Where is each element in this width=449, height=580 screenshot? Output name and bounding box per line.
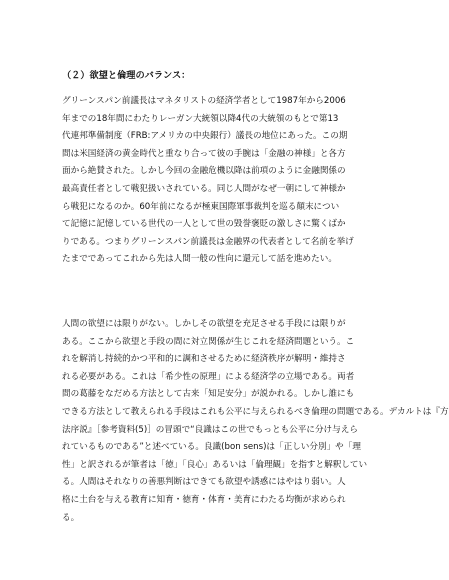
paragraph-line: て記憶に記憶している世代の一人として世の毀誉褒貶の激しさに驚くばか bbox=[62, 219, 346, 230]
paragraph-greenspan bbox=[62, 93, 362, 269]
paragraph-line: る。 bbox=[62, 512, 80, 523]
paragraph-line: たまでであってこれから先は人間一般の性向に還元して話を進めたい。 bbox=[62, 254, 337, 265]
paragraph-line: 最高責任者として戦犯扱いされている。同じ人間がなぜ一朝にして神様か bbox=[62, 183, 346, 194]
paragraph-line: れを解消し持続的かつ平和的に調和させるために経済秩序が解明・維持さ bbox=[62, 354, 346, 365]
paragraph-line: 人間の欲望には限りがない。しかしその欲望を充足させる手段には限りが bbox=[62, 319, 346, 329]
paragraph-line: 格に土台を与える教育に知育・徳育・体育・美育にわたる均衡が求められ bbox=[62, 494, 346, 505]
paragraph-line: りである。つまりグリーンスパン前議長は金融界の代表者として名前を挙げ bbox=[62, 236, 354, 247]
paragraph-line: ある。ここから欲望と手段の間に対立関係が生じこれを経済問題という。こ bbox=[62, 336, 355, 347]
section-heading: （２）欲望と倫理のバランス： bbox=[62, 70, 191, 81]
paragraph-line: 法序説』［参考資料(5)］の冒頭で“良識はこの世でもっとも公平に分け与えら bbox=[62, 424, 358, 435]
paragraph-line: 代連邦準備制度（FRB:アメリカの中央銀行）議長の地位にあった。この期 bbox=[62, 131, 348, 142]
paragraph-line: ら戦犯になるのか。60年前になるが極東国際軍事裁判を巡る顛末につい bbox=[62, 201, 340, 212]
paragraph-line: 性」と訳されるが筆者は「徳」「良心」あるいは「倫理観」を指すと解釈してい bbox=[62, 459, 368, 470]
paragraph-line: れる必要がある。これは「希少性の原理」による経済学の立場である。両者 bbox=[62, 371, 355, 382]
paragraph-desire-ethics bbox=[62, 316, 449, 527]
paragraph-line: る。人間はそれなりの善悪判断はできても欲望や誘惑にはやはり弱い。人 bbox=[62, 477, 346, 488]
paragraph-line: 間の葛藤をなだめる方法として古来「知足安分」が説かれる。しかし誰にも bbox=[62, 389, 355, 400]
paragraph-line: できる方法として教えられる手段はこれも公平に与えられるべき倫理の問題である。デカルトは『方 bbox=[62, 406, 449, 417]
paragraph-line: れているものである”と述べている。良識(bon sens)は「正しい分別」や「理 bbox=[62, 442, 361, 453]
paragraph-line: 年までの18年間にわたりレーガン大統領以降4代の大統領のもとで第13 bbox=[62, 113, 339, 124]
paragraph-line: グリーンスパン前議長はマネタリストの経済学者として1987年から2006 bbox=[62, 96, 346, 106]
paragraph-line: 間は米国経済の黄金時代と重なり合って彼の手腕は「金融の神様」と各方 bbox=[62, 148, 346, 159]
paragraph-line: 面から絶賛された。しかし今回の金融危機以降は前項のように金融関係の bbox=[62, 166, 346, 177]
